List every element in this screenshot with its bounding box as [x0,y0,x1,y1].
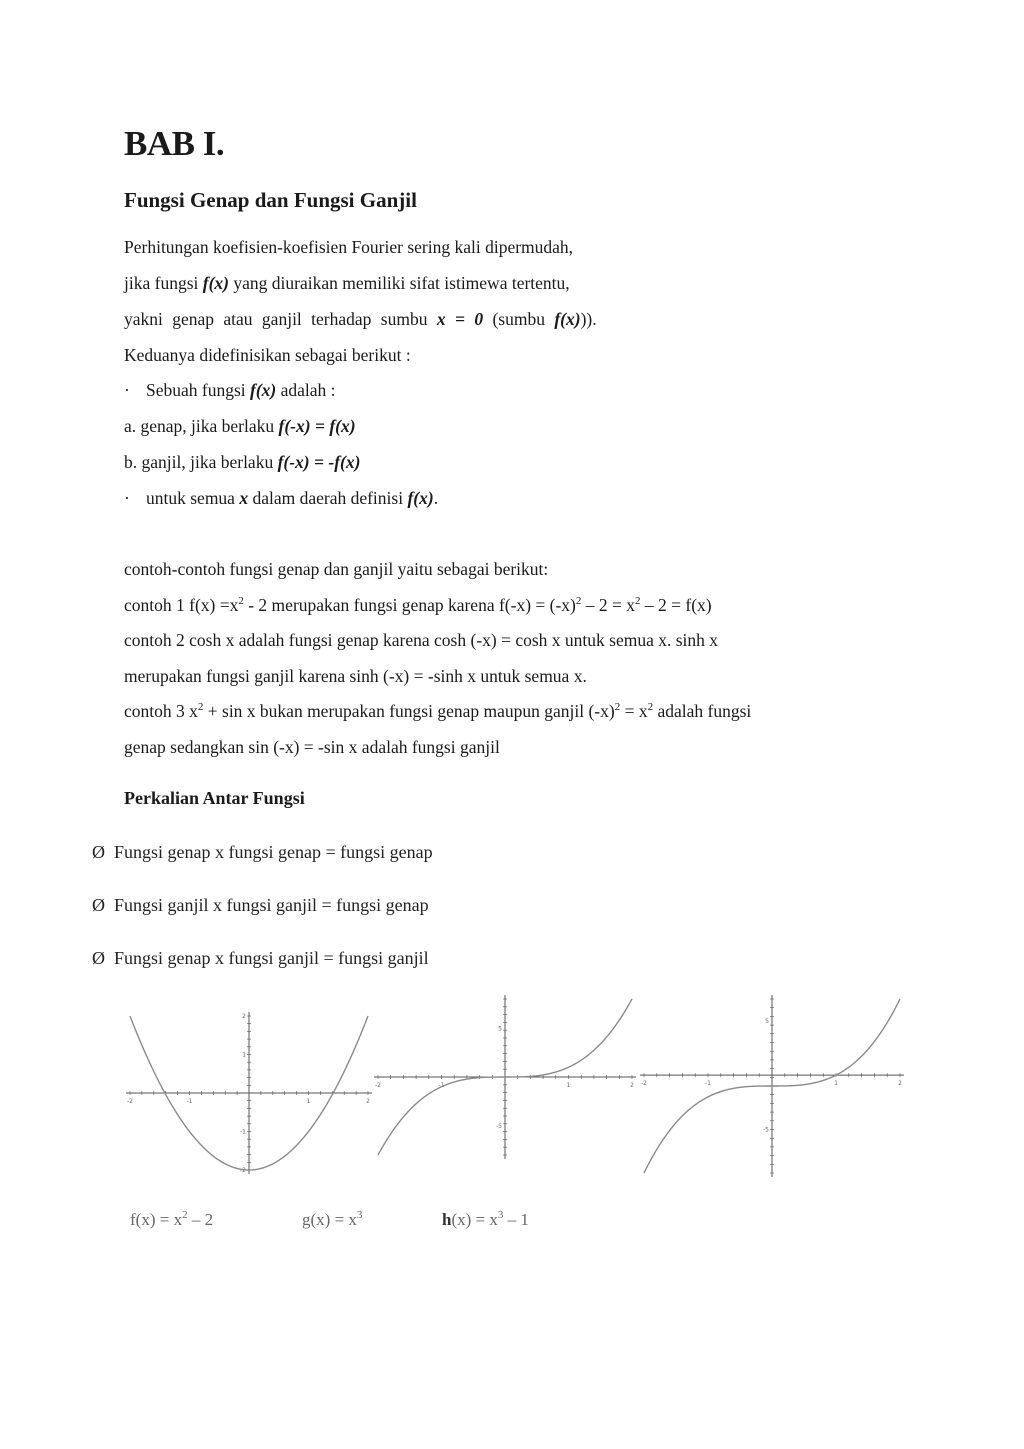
x-tick-label: -2 [641,1080,647,1088]
examples-intro: contoh-contoh fungsi genap dan ganjil yaitu sebagai berikut: [124,559,549,579]
intro-line-1: Perhitungan koefisien-koefisien Fourier sering kali dipermudah, [124,237,574,257]
x-tick-label: -1 [186,1098,193,1105]
caption-g: $g(x) = x^3$ [302,1209,363,1229]
y-tick-label: -2 [240,1167,246,1174]
product-rule: Ø Fungsi genap x fungsi ganjil = fungsi ganjil [92,948,429,968]
y-tick-label: 5 [765,1017,769,1025]
y-tick-label: 1 [242,1051,246,1059]
x-tick-label: 1 [834,1080,838,1088]
example-2-line-2: merupakan fungsi ganjil karena sinh (-x) = -sinh x untuk semua x. [124,666,587,686]
chart-h-x3-minus-1 [638,995,908,1180]
y-tick-label: 2 [242,1013,246,1020]
y-tick-label: -5 [496,1122,502,1130]
chart-f-x2-minus-2 [120,1008,378,1178]
product-title: Perkalian Antar Fungsi [124,788,305,808]
x-tick-label: -1 [438,1082,445,1089]
definition-bullet: · Sebuah fungsi f(x) adalah : [124,380,336,400]
intro-line-3: yakni genap atau ganjil terhadap sumbu x = 0 (sumbu f(x))). [124,309,597,329]
definition-odd: b. ganjil, jika berlaku f(-x) = -f(x) [124,452,361,472]
bullet-icon: Ø [92,895,105,915]
section-title: Fungsi Genap dan Fungsi Ganjil [124,188,417,212]
intro-line-4: Keduanya didefinisikan sebagai berikut : [124,345,411,365]
x-tick-label: 2 [366,1098,370,1105]
y-tick-label: -5 [763,1126,769,1134]
product-rule: Ø Fungsi ganjil x fungsi ganjil = fungsi genap [92,895,429,915]
x-tick-label: 2 [898,1080,902,1088]
x-tick-label: -1 [705,1080,711,1088]
x-tick-label: 1 [566,1082,571,1089]
x-tick-label: 1 [306,1098,311,1105]
x-tick-label: 2 [630,1082,634,1089]
product-rule: Ø Fungsi genap x fungsi genap = fungsi genap [92,842,433,862]
bullet-icon: Ø [92,842,105,862]
bullet-icon: Ø [92,948,105,968]
caption-f: $f(x) = x^2 - 2$ [130,1209,214,1229]
definition-even: a. genap, jika berlaku f(-x) = f(x) [124,416,356,436]
example-3: contoh 3 $x^2 + \sin x$ bukan merupakan fungsi genap maupun ganjil $(-x)^2 = x^2$ adalah fungsi [124,701,752,721]
y-tick-label: 5 [498,1025,502,1033]
y-tick-label: -1 [240,1128,246,1136]
example-1: contoh 1 $f(x) =x^2 - 2$ merupakan fungsi genap karena $f(-x) = (-x)^2 - 2 = x^2 - 2 = f(x)$ [124,595,712,615]
x-tick-label: -2 [375,1082,381,1089]
example-2-line-1: contoh 2 cosh x adalah fungsi genap karena cosh (-x) = cosh x untuk semua x. sinh x [124,630,719,650]
chapter-heading: BAB I. [124,124,225,163]
example-3-line-2: genap sedangkan sin (-x) = -sin x adalah fungsi ganjil [124,737,500,757]
chart-g-x3 [372,995,638,1165]
caption-h: $h(x) = x^3 - 1$ [442,1209,529,1229]
intro-line-2: jika fungsi f(x) yang diuraikan memiliki sifat istimewa tertentu, [124,273,570,293]
x-tick-label: -2 [127,1098,133,1105]
domain-bullet: · untuk semua x dalam daerah definisi f(x). [124,488,439,508]
